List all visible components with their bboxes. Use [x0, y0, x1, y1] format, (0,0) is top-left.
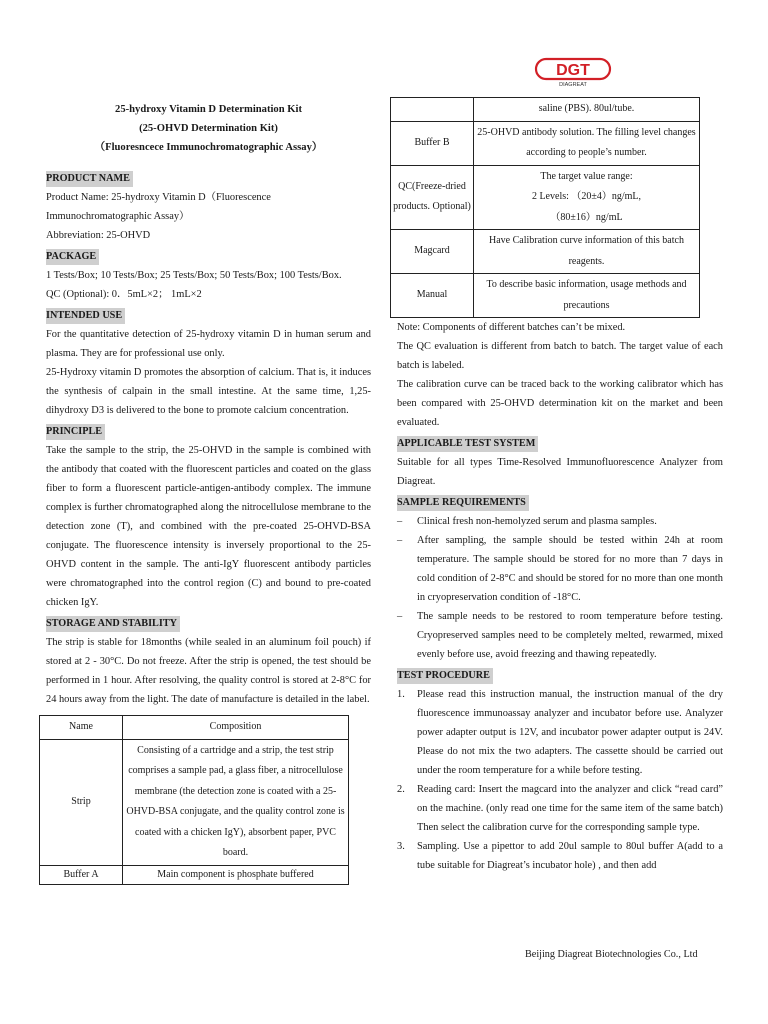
step-text: Please read this instruction manual, the instruction manual of the dry fluorescence immunoassay analyzer and incubator before use. Analyzer power adapter output is 12V, and incubator power adapter output is 24V. Please do not mix the two adapters. The cassette should be carried out under the room temperature for a while before testing.: [417, 689, 723, 776]
note-batches: Note: Components of different batches can’t be mixed.: [397, 322, 626, 333]
table-cell-composition: saline (PBS). 80ul/tube.: [474, 98, 700, 122]
product-name-line: Product Name: 25-hydroxy Vitamin D（Fluorescence Immunochromatographic Assay）: [46, 192, 271, 222]
table-header-composition: Composition: [123, 716, 349, 740]
table-cell-composition: 25-OHVD antibody solution. The filling level changes according to people’s number.: [474, 121, 700, 165]
test-procedure-list: [397, 685, 723, 875]
note-qc: The QC evaluation is different from batch to batch. The target value of each batch is labeled.: [397, 341, 723, 371]
table-cell-composition: To describe basic information, usage methods and precautions: [474, 274, 700, 318]
company-logo: [534, 57, 612, 87]
table-cell-composition: Main component is phosphate buffered: [123, 865, 349, 884]
qc-optional-line: QC (Optional): 0．5mL×2； 1mL×2: [46, 289, 202, 300]
section-heading-product-name: PRODUCT NAME: [46, 171, 133, 187]
table-row: [391, 165, 700, 230]
test-system-para: Suitable for all types Time-Resolved Immunofluorescence Analyzer from Diagreat.: [397, 457, 723, 487]
intended-use-para-1: For the quantitative detection of 25-hydroxy vitamin D in human serum and plasma. They are for professional use only.: [46, 329, 371, 359]
list-item: [397, 837, 723, 875]
logo-text: DGT: [556, 62, 590, 79]
table-cell-name: Buffer A: [40, 865, 123, 884]
step-number: 3.: [397, 841, 405, 852]
footer-company: Beijing Diagreat Biotechnologies Co., Ltd: [525, 949, 698, 960]
table-row: [391, 98, 700, 122]
qc-line-3: （80±16）ng/mL: [550, 211, 623, 223]
section-heading-storage: STORAGE AND STABILITY: [46, 616, 180, 632]
list-item: [397, 685, 723, 780]
section-heading-test-procedure: TEST PROCEDURE: [397, 668, 493, 684]
table-cell-name: Buffer B: [391, 121, 474, 165]
table-header-name: Name: [40, 716, 123, 740]
list-item: – Clinical fresh non-hemolyzed serum and plasma samples.: [397, 512, 723, 531]
list-item: – After sampling, the sample should be tested within 24h at room temperature. The sample should be stored for no more than 7 days in cold condition of 2-8°C and should be stored for no more than one month in cryopreservation condition of -18°C.: [397, 531, 723, 607]
table-cell-name: QC(Freeze-dried products. Optional): [391, 165, 474, 230]
doc-subtitle-2: （Fluoresncece Immunochromatographic Assay）: [94, 142, 323, 153]
doc-subtitle: (25-OHVD Determination Kit): [139, 123, 278, 134]
table-cell-composition: [474, 165, 700, 230]
left-column: [46, 100, 371, 885]
list-item: – The sample needs to be restored to room temperature before testing. Cryopreserved samples need to be completely melted, rewarmed, mixed evenly before use, avoid freezing and thawing repeatedly.: [397, 607, 723, 664]
table-cell-composition: Have Calibration curve information of this batch reagents.: [474, 230, 700, 274]
section-heading-package: PACKAGE: [46, 249, 99, 265]
storage-para: The strip is stable for 18months (while sealed in an aluminum foil pouch) if stored at 2 - 30°C. Do not freeze. After the strip is opened, the test should be performed in 1 hour. After resolving, the quality control is stored at 2-8°C for 24 hours away from the light. The date of manufacture is detailed in the label.: [46, 637, 371, 705]
table-row: [391, 230, 700, 274]
table-row: [40, 739, 349, 865]
components-table: [39, 715, 349, 885]
note-calibration: The calibration curve can be traced back to the working calibrator which has been compared with 25-OHVD determination kit on the market and been evaluated.: [397, 379, 723, 428]
qc-line-2: 2 Levels: （20±4）ng/mL,: [531, 191, 642, 202]
list-item: [397, 780, 723, 837]
principle-para: Take the sample to the strip, the 25-OHVD in the sample is combined with the antibody that coated with the fluorescent particles and coated on the glass fiber to form a fluorescent particle-antigen-antibody complex. The immune complex is further chromatographed along the nitrocellulose membrane to the detection zone (T), and combined with the pre-coated 25-OHVD-BSA conjugate. The fluorescence intensity is inversely proportional to the 25-OHVD content in the sample. The anti-IgY fluorescent antibody particles were chromatographed into the control region (C) and bound to pre-coated chicken IgY.: [46, 445, 371, 608]
doc-title: 25-hydroxy Vitamin D Determination Kit: [115, 104, 302, 115]
logo-subtext: DIAGREAT: [559, 82, 587, 87]
section-heading-sample-requirements: SAMPLE REQUIREMENTS: [397, 495, 529, 511]
table-cell-composition: Consisting of a cartridge and a strip, the test strip comprises a sample pad, a glass fiber, a nitrocellulose membrane (the detection zone is coated with a 25-OHVD-BSA conjugate, and the quality control zone is coated with a chicken IgY), absorbent paper, PVC board.: [123, 739, 349, 865]
components-table-continued: [390, 97, 700, 318]
table-row: [391, 274, 700, 318]
qc-line-1: The target value range:: [540, 170, 633, 182]
section-heading-intended-use: INTENDED USE: [46, 308, 125, 324]
table-cell-name: Manual: [391, 274, 474, 318]
step-number: 1.: [397, 689, 405, 700]
table-header-row: [40, 716, 349, 740]
table-row: [391, 121, 700, 165]
step-number: 2.: [397, 784, 405, 795]
abbreviation-line: Abbreviation: 25-OHVD: [46, 230, 151, 241]
section-heading-principle: PRINCIPLE: [46, 424, 105, 440]
table-cell-name: [391, 98, 474, 122]
intended-use-para-2: 25-Hydroxy vitamin D promotes the absorption of calcium. That is, it induces the synthesis of calpain in the small intestine. At the same time, 1,25-dihydroxy D3 is delivered to the bone to promote calcium concentration.: [46, 367, 371, 416]
table-cell-name: Magcard: [391, 230, 474, 274]
table-cell-name: Strip: [40, 739, 123, 865]
section-heading-test-system: APPLICABLE TEST SYSTEM: [397, 436, 538, 452]
sample-requirements-list: [397, 512, 723, 664]
table-row: [40, 865, 349, 884]
step-text: Sampling. Use a pipettor to add 20ul sample to 80ul buffer A(add to a tube suitable for Diagreat’s incubator hole) , and then add: [417, 841, 723, 871]
package-line: 1 Tests/Box; 10 Tests/Box; 25 Tests/Box; 50 Tests/Box; 100 Tests/Box.: [46, 270, 342, 281]
right-column: [393, 100, 723, 875]
step-text: Reading card: Insert the magcard into the analyzer and click “read card” on the machine. (only read one time for the same item of the same batch) Then select the calibration curve for the corresponding sample type.: [417, 784, 723, 833]
